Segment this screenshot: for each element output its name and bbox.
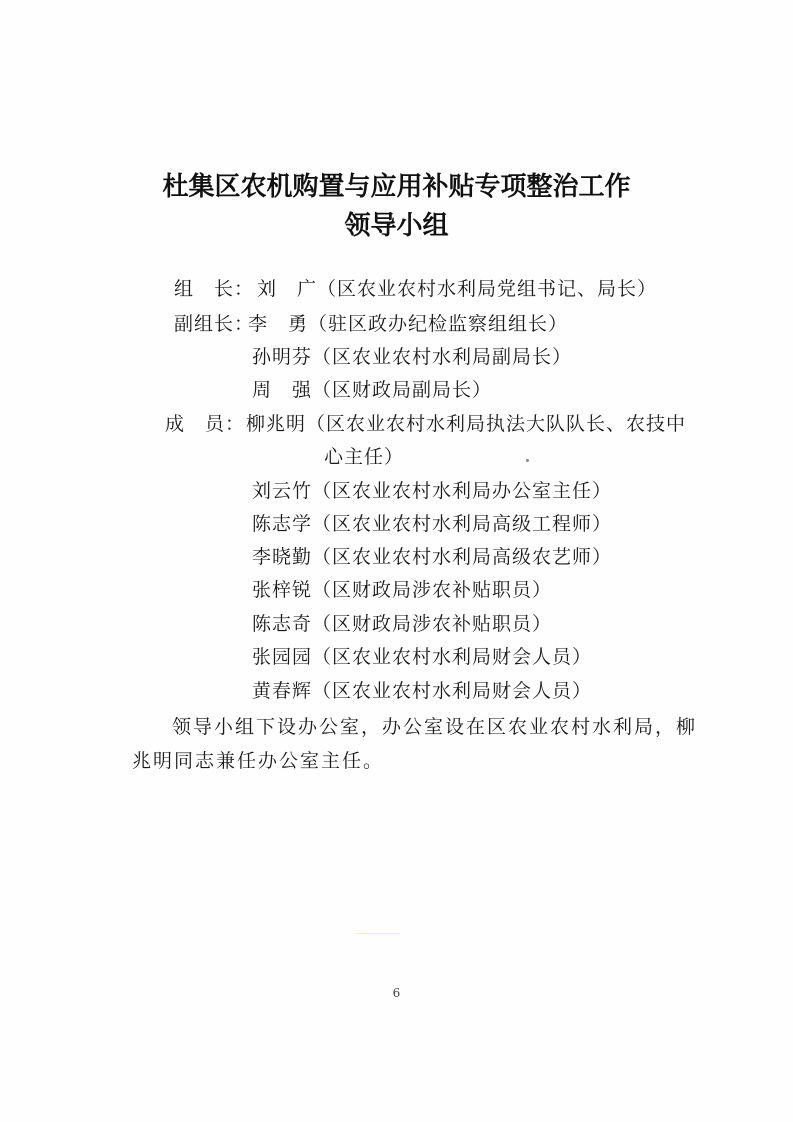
document-title-line-2: 领导小组 <box>344 211 449 241</box>
member-entry: 刘云竹（区农业农村水利局办公室主任） <box>252 480 613 502</box>
member-entry: 陈志学（区农业农村水利局高级工程师） <box>252 513 613 535</box>
member-entry: 张梓锐（区财政局涉农补贴职员） <box>252 579 553 601</box>
deputy-entry: 李 勇（驻区政办纪检监察组组长） <box>248 313 569 335</box>
closing-paragraph-line-2: 兆明同志兼任办公室主任。 <box>132 750 385 772</box>
document-title-line-1: 杜集区农机购置与应用补贴专项整治工作 <box>162 172 631 202</box>
member-entry: 李晓勤（区农业农村水利局高级农艺师） <box>252 546 613 568</box>
deputy-entry: 孙明芬（区农业农村水利局副局长） <box>252 346 573 368</box>
members-role-label: 成 员： <box>165 413 246 435</box>
page-number: 6 <box>392 986 401 1000</box>
member-entry: 柳兆明（区农业农村水利局执法大队队长、农技中 <box>246 413 687 435</box>
member-entry: 陈志奇（区财政局涉农补贴职员） <box>252 613 553 635</box>
deputy-role-label: 副组长： <box>174 313 255 335</box>
deputy-entry: 周 强（区财政局副局长） <box>252 379 493 401</box>
scan-speck <box>526 459 529 462</box>
leader-entry: 刘 广（区农业农村水利局党组书记、局长） <box>257 278 658 300</box>
member-entry: 黄春辉（区农业农村水利局财会人员） <box>252 680 593 702</box>
leader-role-label: 组 长： <box>174 278 255 300</box>
member-entry-continuation: 心主任） <box>324 446 405 468</box>
closing-paragraph-line-1: 领导小组下设办公室，办公室设在区农业农村水利局，柳 <box>172 716 698 738</box>
member-entry: 张园园（区农业农村水利局财会人员） <box>252 646 593 668</box>
scan-mark <box>356 933 400 934</box>
